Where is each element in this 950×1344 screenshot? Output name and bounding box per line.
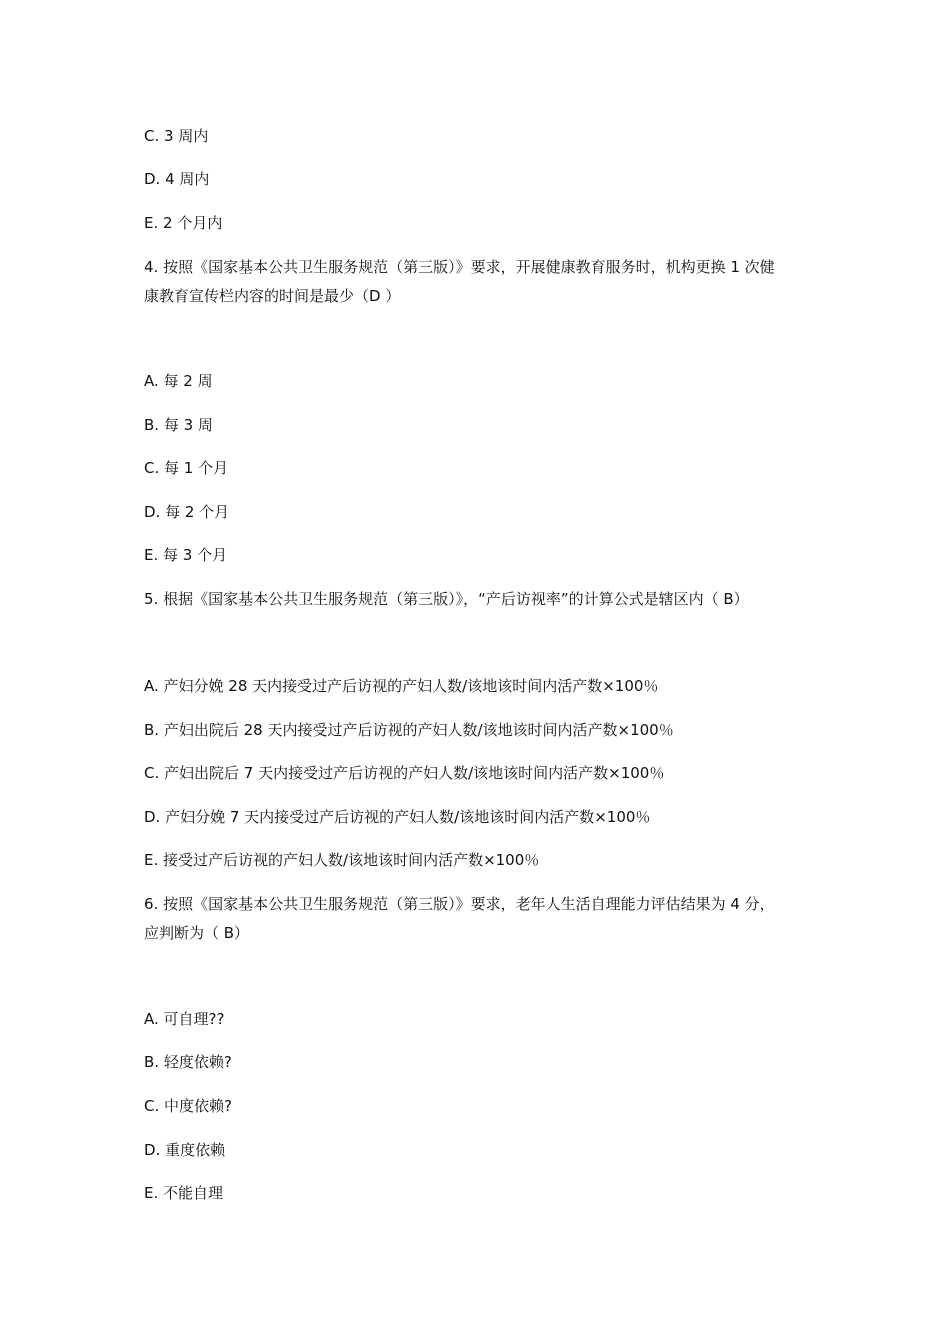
option-e-q6: E. 不能自理 [144, 1184, 224, 1202]
option-a-q5: A. 产妇分娩 28 天内接受过产后访视的产妇人数/该地该时间内活产数×100％ [144, 677, 659, 695]
question-6-line-2: 应判断为（ B） [144, 924, 250, 942]
option-b-q4: B. 每 3 周 [144, 416, 213, 434]
option-e-q3: E. 2 个月内 [144, 214, 223, 232]
question-5: 5. 根据《国家基本公共卫生服务规范（第三版）》，“产后访视率”的计算公式是辖区内（ B） [144, 590, 749, 608]
option-e-q4: E. 每 3 个月 [144, 546, 228, 564]
option-d-q3: D. 4 周内 [144, 170, 210, 188]
option-d-q5: D. 产妇分娩 7 天内接受过产后访视的产妇人数/该地该时间内活产数×100％ [144, 808, 651, 826]
option-b-q6: B. 轻度依赖? [144, 1053, 232, 1071]
question-4-line-1: 4. 按照《国家基本公共卫生服务规范（第三版）》要求，开展健康教育服务时，机构更换 1 次健 [144, 258, 775, 276]
question-6-line-1: 6. 按照《国家基本公共卫生服务规范（第三版）》要求，老年人生活自理能力评估结果为 4 分， [144, 895, 775, 913]
option-d-q6: D. 重度依赖 [144, 1141, 226, 1159]
option-c-q6: C. 中度依赖? [144, 1097, 232, 1115]
option-c-q3: C. 3 周内 [144, 127, 209, 145]
question-4-line-2: 康教育宣传栏内容的时间是最少（D ） [144, 287, 401, 305]
option-d-q4: D. 每 2 个月 [144, 503, 230, 521]
option-c-q4: C. 每 1 个月 [144, 459, 229, 477]
option-e-q5: E. 接受过产后访视的产妇人数/该地该时间内活产数×100％ [144, 851, 540, 869]
option-b-q5: B. 产妇出院后 28 天内接受过产后访视的产妇人数/该地该时间内活产数×100％ [144, 721, 674, 739]
option-a-q4: A. 每 2 周 [144, 372, 213, 390]
option-c-q5: C. 产妇出院后 7 天内接受过产后访视的产妇人数/该地该时间内活产数×100％ [144, 764, 665, 782]
option-a-q6: A. 可自理?? [144, 1010, 225, 1028]
